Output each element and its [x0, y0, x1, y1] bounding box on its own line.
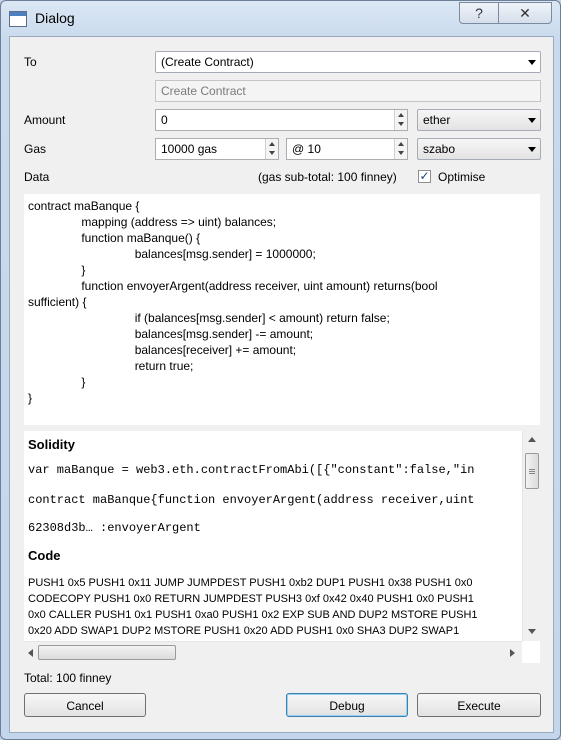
amount-value: 0: [161, 113, 168, 127]
spin-up-icon[interactable]: [398, 113, 404, 117]
debug-button[interactable]: Debug: [286, 693, 408, 717]
gas-price-unit-combobox[interactable]: [417, 138, 541, 160]
amount-unit-combobox[interactable]: [417, 109, 541, 131]
title-bar[interactable]: [1, 1, 560, 35]
opcode-line: CODECOPY PUSH1 0x0 RETURN JUMPDEST PUSH3 0xf 0x42 0x40 PUSH1 0x0 PUSH1: [28, 593, 474, 605]
window-app-icon: [9, 11, 27, 27]
create-contract-field: Create Contract: [155, 80, 541, 102]
optimise-label: Optimise: [438, 170, 486, 184]
spin-down-icon[interactable]: [398, 151, 404, 155]
code-line: return true;: [28, 359, 194, 373]
horizontal-scroll-thumb[interactable]: [38, 645, 176, 660]
scroll-right-icon[interactable]: [510, 649, 515, 657]
gas-label: Gas: [24, 142, 47, 156]
cancel-button[interactable]: Cancel: [24, 693, 146, 717]
grip-icon: [529, 473, 535, 474]
code-line: balances[msg.sender] = 1000000;: [28, 247, 316, 261]
optimise-checkbox[interactable]: [418, 170, 431, 183]
help-button[interactable]: ?: [459, 2, 499, 24]
window-title: Dialog: [35, 10, 75, 26]
code-line: sufficient) {: [28, 295, 87, 309]
scroll-up-icon[interactable]: [528, 437, 536, 442]
to-combobox-value: (Create Contract): [161, 55, 254, 69]
spin-up-icon[interactable]: [269, 142, 275, 146]
gas-price-unit-value: szabo: [423, 142, 456, 156]
vertical-scrollbar[interactable]: [522, 431, 540, 641]
close-button[interactable]: ✕: [498, 2, 552, 24]
gas-subtotal: (gas sub-total: 100 finney): [258, 170, 397, 184]
code-line: }: [28, 375, 86, 389]
code-line: balances[receiver] += amount;: [28, 343, 297, 357]
code-heading: Code: [28, 548, 61, 563]
gas-price-input[interactable]: [286, 138, 408, 160]
checkmark-icon: ✓: [419, 169, 430, 183]
gas-value: 10000 gas: [161, 142, 218, 156]
compiled-output-pane[interactable]: [24, 431, 540, 663]
dialog-body: [9, 36, 554, 733]
execute-button[interactable]: Execute: [417, 693, 541, 717]
total-label: Total: 100 finney: [24, 671, 112, 685]
grip-icon: [529, 471, 535, 472]
scroll-down-icon[interactable]: [528, 629, 536, 634]
gas-input[interactable]: [155, 138, 279, 160]
solidity-heading: Solidity: [28, 437, 75, 452]
abi-line: var maBanque = web3.eth.contractFromAbi([{"constant":false,"in: [28, 463, 475, 477]
code-line: balances[msg.sender] -= amount;: [28, 327, 314, 341]
amount-input[interactable]: [155, 109, 408, 131]
code-line: }: [28, 391, 33, 405]
chevron-down-icon: [528, 60, 536, 65]
chevron-down-icon: [528, 147, 536, 152]
gas-price-value: @ 10: [292, 142, 321, 156]
spin-down-icon[interactable]: [398, 122, 404, 126]
code-line: }: [28, 263, 86, 277]
grip-icon: [529, 469, 535, 470]
data-label: Data: [24, 170, 50, 184]
contract-code-editor[interactable]: [24, 194, 540, 425]
code-line: mapping (address => uint) balances;: [28, 215, 277, 229]
amount-spinner[interactable]: [394, 110, 407, 130]
amount-label: Amount: [24, 113, 66, 127]
code-line: if (balances[msg.sender] < amount) return false;: [28, 311, 390, 325]
spin-up-icon[interactable]: [398, 142, 404, 146]
spin-down-icon[interactable]: [269, 151, 275, 155]
gas-price-spinner[interactable]: [394, 139, 407, 159]
gas-spinner[interactable]: [265, 139, 278, 159]
code-line: contract maBanque {: [28, 199, 140, 213]
function-hash-line: 62308d3b… :envoyerArgent: [28, 521, 201, 535]
opcode-line: 0x0 CALLER PUSH1 0x1 PUSH1 0xa0 PUSH1 0x2 EXP SUB AND DUP2 MSTORE PUSH1: [28, 609, 478, 621]
to-label: To: [24, 55, 37, 69]
opcode-line: 0x20 ADD SWAP1 DUP2 MSTORE PUSH1 0x20 ADD PUSH1 0x0 SHA3 DUP2 SWAP1: [28, 625, 460, 637]
contract-line: contract maBanque{function envoyerArgent(address receiver,uint: [28, 493, 475, 507]
code-line: function maBanque() {: [28, 231, 201, 245]
opcode-line: PUSH1 0x5 PUSH1 0x11 JUMP JUMPDEST PUSH1 0xb2 DUP1 PUSH1 0x38 PUSH1 0x0: [28, 577, 473, 589]
chevron-down-icon: [528, 118, 536, 123]
code-line: function envoyerArgent(address receiver, uint amount) returns(bool: [28, 279, 438, 293]
scroll-left-icon[interactable]: [28, 649, 33, 657]
horizontal-scrollbar[interactable]: [24, 641, 522, 663]
to-combobox[interactable]: [155, 51, 541, 73]
vertical-scroll-thumb[interactable]: [525, 453, 539, 489]
amount-unit-value: ether: [423, 113, 451, 127]
